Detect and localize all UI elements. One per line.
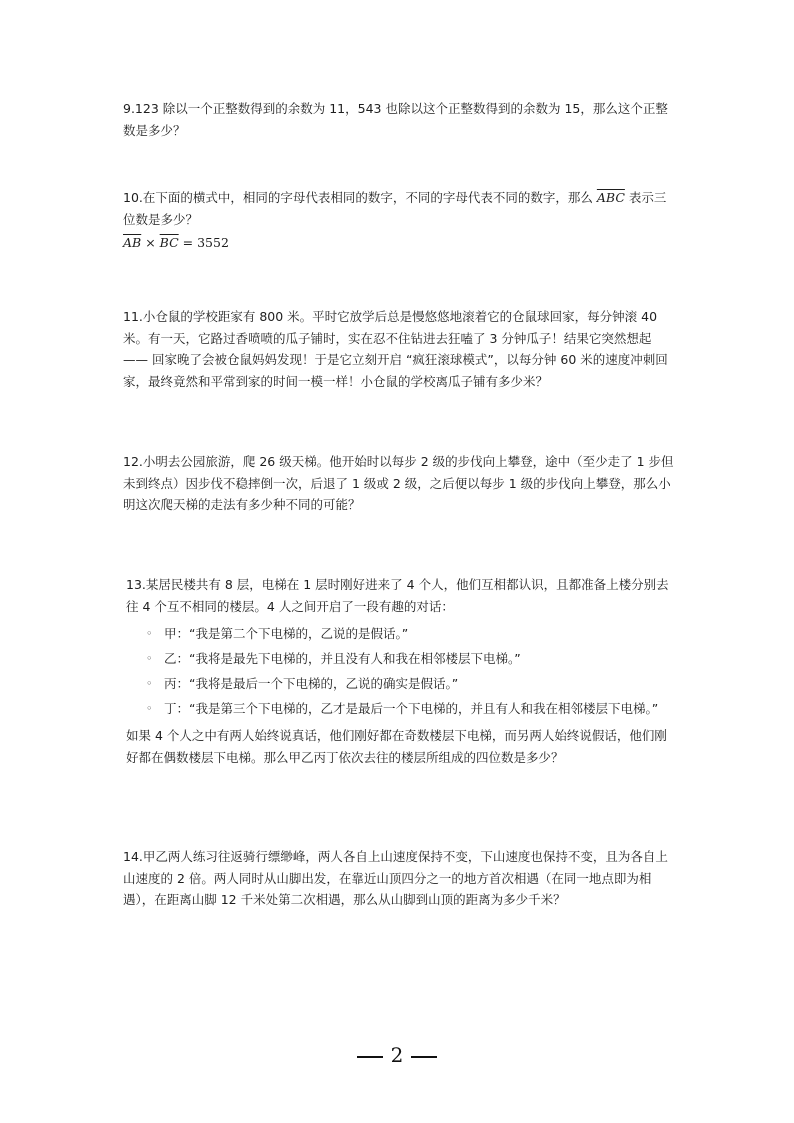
question-11-text: 11.小仓鼠的学校距家有 800 米。平时它放学后总是慢悠悠地滚着它的仓鼠球回家，每分钟滚 40 米。有一天，它路过香喷喷的瓜子铺时，实在忍不住钻进去狂嗑了 3 分钟瓜子！结果它突然想起 —— 回家晚了会被仓鼠妈妈发现！于是它立刻开启 “疯狂滚球模式”，以每分钟 60 米的速度冲刺回家，最终竟然和平常到家的时间一模一样！小仓鼠的学校离瓜子铺有多少米？	[123, 309, 668, 389]
statement-item: ◦ 甲：“我是第二个下电梯的，乙说的是假话。”	[146, 621, 678, 646]
question-12	[123, 451, 675, 516]
question-13-conclusion: 如果 4 个人之中有两人始终说真话，他们刚好都在奇数楼层下电梯，而另两人始终说假话，他们刚好都在偶数楼层下电梯。那么甲乙丙丁依次去往的楼层所组成的四位数是多少？	[126, 728, 667, 765]
statement-item: ◦ 丙：“我将是最后一个下电梯的，乙说的确实是假话。”	[146, 671, 678, 696]
question-12-text: 12.小明去公园旅游，爬 26 级天梯。他开始时以每步 2 级的步伐向上攀登，途中（至少走了 1 步但未到终点）因步伐不稳摔倒一次，后退了 1 级或 2 级，之后便以每步 1 级的步伐向上攀登，那么小明这次爬天梯的走法有多少种不同的可能？	[123, 454, 674, 512]
overline-abc: $\overline{ABC}$	[596, 190, 625, 205]
footer-dash-right	[411, 1056, 437, 1058]
bullet-icon: ◦	[146, 702, 153, 715]
bullet-icon: ◦	[146, 677, 153, 690]
equals-sign: =	[182, 235, 194, 250]
footer-dash-left	[357, 1056, 383, 1058]
overline-bc: $\overline{BC}$	[159, 235, 179, 250]
statement-list	[146, 621, 678, 721]
question-13	[126, 574, 678, 768]
question-10-text	[123, 187, 675, 230]
question-14	[123, 846, 675, 911]
equation-result: 3552	[197, 235, 229, 250]
question-10-text-before: 10.在下面的横式中，相同的字母代表相同的数字，不同的字母代表不同的数字，那么	[123, 190, 593, 205]
question-10-equation	[123, 232, 675, 254]
question-11	[123, 306, 675, 392]
question-9	[123, 98, 675, 141]
question-9-text: 9.123 除以一个正整数得到的余数为 11，543 也除以这个正整数得到的余数为 15，那么这个正整数是多少？	[123, 101, 668, 138]
page-footer	[0, 1043, 794, 1067]
bullet-icon: ◦	[146, 627, 153, 640]
bullet-icon: ◦	[146, 652, 153, 665]
question-10-text-after: 表示三位数是多少？	[123, 190, 667, 227]
statement-item: ◦ 乙：“我将是最先下电梯的，并且没有人和我在相邻楼层下电梯。”	[146, 646, 678, 671]
times-sign: ×	[145, 235, 156, 250]
overline-ab: $\overline{AB}$	[123, 235, 142, 250]
statement-item: ◦ 丁：“我是第三个下电梯的，乙才是最后一个下电梯的，并且有人和我在相邻楼层下电梯。”	[146, 696, 678, 721]
question-10	[123, 187, 675, 254]
question-13-intro: 13.某居民楼共有 8 层，电梯在 1 层时刚好进来了 4 个人，他们互相都认识，且都准备上楼分别去往 4 个互不相同的楼层。4 人之间开启了一段有趣的对话：	[126, 577, 669, 614]
page-number: 2	[390, 1043, 404, 1067]
question-14-text: 14.甲乙两人练习往返骑行缥缈峰，两人各自上山速度保持不变，下山速度也保持不变，且为各自上山速度的 2 倍。两人同时从山脚出发，在靠近山顶四分之一的地方首次相遇（在同一地点即为相遇），在距离山脚 12 千米处第二次相遇，那么从山脚到山顶的距离为多少千米？	[123, 849, 668, 907]
